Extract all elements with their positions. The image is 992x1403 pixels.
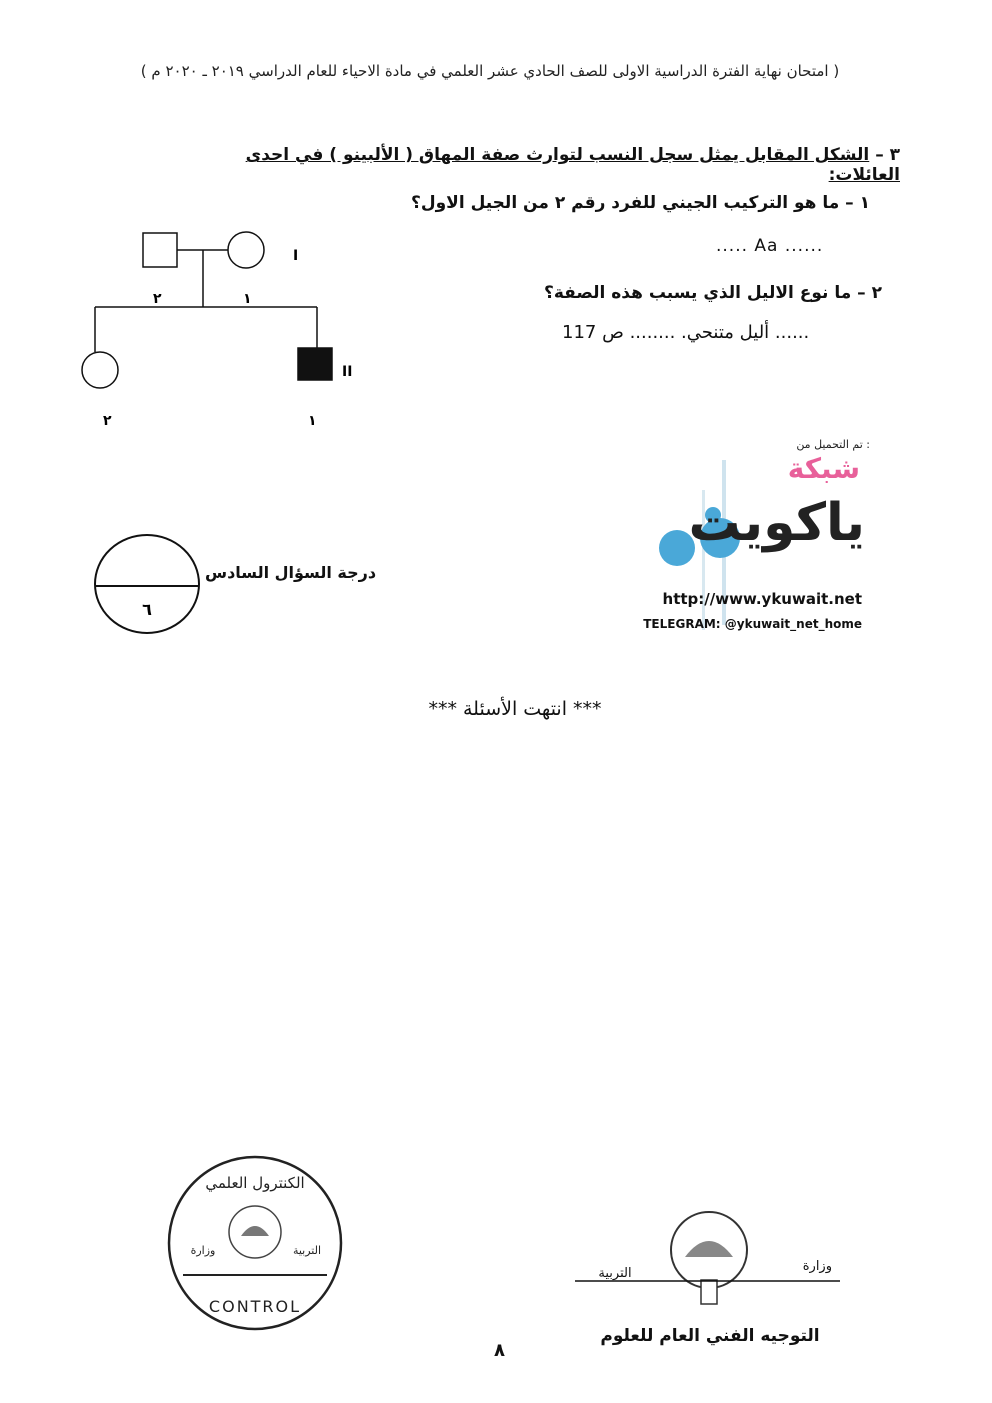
watermark-downloaded-from: تم التحميل من : xyxy=(796,438,870,451)
parent-female-circle xyxy=(228,232,264,268)
generation-2-label: II xyxy=(342,364,353,380)
page-number: ٨ xyxy=(494,1340,505,1361)
ministry-emblem-dhow xyxy=(685,1241,733,1257)
label-child-affected: ١ xyxy=(308,413,317,429)
stamp-right-text: التربية xyxy=(292,1244,322,1257)
ministry-emblem-shield xyxy=(701,1280,717,1304)
grade-value: ٦ xyxy=(142,600,152,619)
label-parent-male: ٢ xyxy=(153,291,162,307)
sub-question-2: ٢ – ما نوع الاليل الذي يسبب هذه الصفة؟ xyxy=(543,283,882,303)
stamp-top-text: الكنترول العلمي xyxy=(205,1174,305,1192)
watermark-logo xyxy=(640,430,880,680)
ministry-word1: وزارة xyxy=(802,1259,832,1274)
exam-header: ( امتحان نهاية الفترة الدراسية الاولى للصف الحادي عشر العلمي في مادة الاحياء للعام الدراسي ٢٠١٩ ـ ٢٠٢٠ م ) xyxy=(140,62,840,80)
watermark-url: http://www.ykuwait.net xyxy=(662,590,862,608)
question-3-text: الشكل المقابل يمثل سجل النسب لتوارث صفة المهاق ( الألبينو ) في احدى العائلات: xyxy=(245,145,900,185)
grade-circle xyxy=(92,533,204,637)
generation-1-label: I xyxy=(293,248,299,264)
answer-1: ..... Aa ...... xyxy=(716,236,824,256)
pedigree-chart xyxy=(60,210,400,440)
watermark-brand-main: ياكويت xyxy=(688,493,865,553)
ministry-block xyxy=(570,1205,850,1350)
stamp-emblem-dhow xyxy=(241,1226,269,1236)
label-child-female: ٢ xyxy=(103,413,112,429)
grade-label: درجة السؤال السادس xyxy=(205,563,377,582)
question-3 xyxy=(200,145,900,185)
parent-male-square xyxy=(143,233,177,267)
stamp-left-text: وزارة xyxy=(190,1244,216,1257)
ministry-word2: التربية xyxy=(598,1266,632,1281)
sub-question-1: ١ – ما هو التركيب الجيني للفرد رقم ٢ من الجيل الاول؟ xyxy=(410,193,870,213)
question-3-number: ٣ – xyxy=(875,145,900,165)
watermark-brand-top: شبكة xyxy=(787,452,860,485)
child-affected-male-square xyxy=(298,348,332,380)
answer-2: ...... أليل متنحي. ........ ص 117 xyxy=(562,322,810,343)
child-female-circle xyxy=(82,352,118,388)
watermark-telegram: TELEGRAM: @ykuwait_net_home xyxy=(643,617,862,631)
control-stamp xyxy=(165,1150,345,1340)
label-parent-female: ١ xyxy=(243,291,252,307)
stamp-bottom-text: CONTROL xyxy=(208,1297,302,1316)
end-of-questions: *** انتهت الأسئلة *** xyxy=(428,698,602,720)
ministry-dept: التوجيه الفني العام للعلوم xyxy=(600,1326,820,1346)
